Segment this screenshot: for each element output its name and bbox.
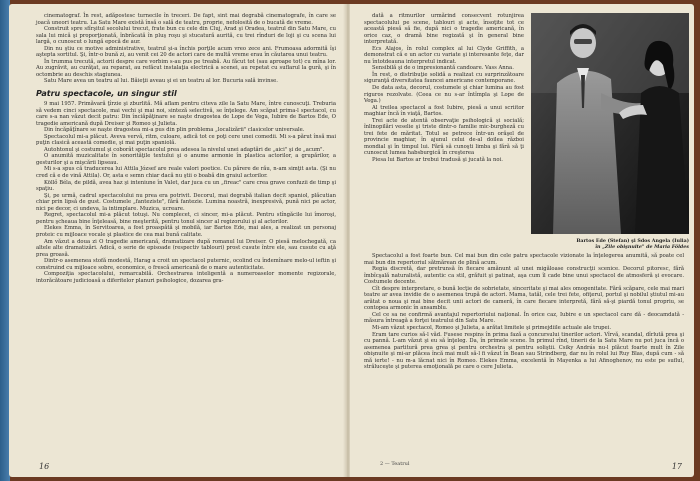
- paragraph: Regia discretă, dar pretrunsă în fiecare amănunt al unei migăloase construcţii scenice. Decorul pitoresc, fără îmbîcşală naturalistă, autentic ca stil, grăfuit şi patinat, aşa cum îl cade bine unui spectacol de atmosferă şi evocare. Costumele decente.: [364, 266, 684, 286]
- paragraph: Am văzut a doua zi O tragedie americană, dramatizare după romanul lui Dreiser. O piesă melochegată, ca altele alte dramatizări. Adică, o serie de episoade (respectiv tablouri) prost cusute între ele, sau cusute cu aţă prea groasă.: [36, 238, 336, 258]
- right-wide-column: [364, 253, 684, 371]
- paragraph: Sensibilă şi de o impresionantă candoare. Vass Anna.: [372, 65, 514, 72]
- paragraph: Şi, pe urmă, cadrul spectacolului nu prea era potrivit. Decorul, mai degrabă italian decit spaniol, plăcutian chiar prin lipsă de gust. Costumele „fanteziste", fără fantezie. Lumina noastră, inexpresivă, pună nici pe actor, nici pe decor, ci undeva, la intimplare. Muzica, ucreare.: [36, 192, 336, 212]
- paragraph: Construit spre sfîrşitul secolului trecut, frate bun cu cele din Cluj, Arad şi Oradea, teatrul din Satu Mare, cu sala lui mică şi proporţionată, înbrăcată în pluş roşu şi stucatură aurită, cu trei rînduri de loji şi cu scena lui largă, o cunoscut o lungă epocă de aur.: [36, 26, 336, 46]
- paragraph: Spectacolul a fost foarte bun. Cel mai bun din cele patru spectacole vizionate la înţelegerea anumită, să poate cel mai bun din repertoriul sătmărean de plină acum.: [364, 253, 684, 266]
- caption-line-2: în „Zile obişnuite" de Maria Földes: [595, 244, 689, 250]
- left-bottom-paragraphs: [36, 101, 336, 284]
- paragraph: Din încăpăţînare se naşte dragostea mi-a pus din plin problema „localizării" clasicelor universale.: [44, 127, 305, 134]
- paragraph: Al treilea spectacol a fost Iubire, piesă a unui scriitor maghiar încă în viaţă, Bartos.: [364, 104, 524, 118]
- left-text-column: [36, 13, 336, 284]
- caption-line-1: Bartos Ede (Stefan) şi Sdos Angela (Iulia): [576, 238, 689, 244]
- paragraph: Din nu ştiu ce motive administrative, teatrul şi-a închis porţile acum vreo zece ani. Frumoasa adormită îşi aştepta sortitul. Şi, într-o bună zi, au venit cei 20 de actori care de multă vreme erau în căutarea unui teatru.: [36, 45, 336, 59]
- paragraph: Compoziţia spectacolului, remarcabilă. Orchestrarea inteligentă a numeroaselor momente regizorale, intorăcătoare judicioasă a diferitelor planuri psihologice, dozarea gra-: [36, 271, 336, 284]
- paragraph: Satu Mare avea un teatru al lui. Băieţii aveau şi ei un teatru al lor. Bucuria sală invinse.: [44, 78, 278, 85]
- page-footer: 2 — Teatrul: [380, 461, 410, 467]
- paragraph: Autohtonul şi costumul şi coborât spectacolul prea adesea la nivelul unei adaptări de „aici" şi de „acum".: [44, 146, 325, 153]
- photo-caption: [531, 238, 689, 250]
- paragraph: Spectacolul mi-a plăcut. Aveva vervă, ritm, culoare, adică tot ce poţi cere unei comedii. Mi s-a părut însă mai puţin clasică această comedie, şi mai puţin spaniolă.: [36, 133, 336, 147]
- paragraph: Mi-am văzut spectacol, Romeo şi Julieta, a arătat limitele şi primejdiile actuale ale trupei.: [372, 325, 611, 332]
- paragraph: Regret, spectacolul mi-a plăcut totuşi. Nu complecet, ci sincer, mi-a plăcut. Pentru stîngăcile lui îmoroşi, pentru şcheaua bine înţeleasă, bine meşterită, pentru tonul sincer al regizorului şi al actorilor.: [36, 212, 336, 225]
- paragraph: Piesa lui Bartos ar trebui tradusă şi jucată la noi.: [372, 157, 503, 164]
- paragraph: În trumma trecută, actorii despre care vorbim s-au pus pe treabă. Au făcut tot (sau aproape tot) cu mîna lor. Au zugrăvit, au curăţat, au reparat, au refăcut instalaţia electrică a scenei, au repetat cu suflarul la gură, şi în octombrie au deschis stagiunea.: [36, 58, 336, 78]
- paragraph: Mi s-a spus că traducerea lui Attila József are reale valori poetice. Cu părere de rău, n-am simţit asta. (Şi nu cred că e de vină Attila). Or, asta e semn chiar dacă nu ştii o boabă din graiul actorilor.: [36, 166, 336, 180]
- paragraph: De data asta, decorul, costumele şi chiar lumina au fost riguros rezolvate. (Ceea ce nu s-ar întîmpla şi Lope de Vega.): [364, 85, 524, 105]
- section-heading: Patru spectacole, un singur stil: [36, 89, 177, 99]
- left-page: [9, 4, 346, 477]
- page-number-left: 16: [39, 462, 50, 471]
- paragraph: cinematograf. În rest, adăpostesc turnecile în treceri. De fapt, sint mai degrabă cinematografe, în care se joacă uneori teatru. La Satu Mare există însă o sală de teatru, proprie, nefolosită de o bucată de vreme.: [36, 13, 336, 26]
- paragraph: 9 mai 1957. Primăvară ţîrzie şi zburlită. Mă aflam pentru citeva zile la Satu Mare, între cunoscuţi. Treburia să vedem cinci spectacole, mai vechi şi mai noi, sinteză selectivă, se înţelege. Am scăpat prima-l spectacol, cu care s-a nan văzut decit patru: Din înciăpăţinare se naşte dragostea de Lope de Vega, Iubire de Bartos Ede, O tragedie americană după Dreiser şi Romeo şi Julieta.: [36, 101, 336, 127]
- production-photo: [531, 13, 689, 234]
- paragraph: Elekes Emma, în Servitoarea, a fost proaspătă şi mobilă, iar Bartos Ede, mai ales, a realizat un personaj proteic cu mijloace vocale şi plastice de cea mai bună calitate.: [36, 225, 336, 238]
- paragraph: Köllő Béla, de pildă, avea haz şi inteniune în Valet, dar juca cu un „fireac" care crea grave confuzii de timp şi spaţiu.: [36, 179, 336, 193]
- right-narrow-column: [364, 13, 524, 164]
- paragraph: Ecs Alajos, în rolul complex al lui Clyde Griffith, a demonstrat că e un actor cu variate şi interesante feţe, dar nu întotdeauna interpretul indicat.: [364, 45, 524, 65]
- paragraph: Trei acte de atentă observaţie psihologică şi socială; înlinopilări veselie şi triste dintr-o familie mic-burgheză cu trei fete de măritat. Totul se petrece într-un orăşel de provincie maghiar, în ajunul celui de-al doilea război mondial şi în timpul lui. Fără să cunoşti limba şi fără să ţi cunoscut lumea habsburgică în creşterea: [364, 117, 524, 157]
- paragraph: Cel ce sa ne confirmă avantajul repertoriului naţional. În orice caz, Iubire e un spectacol care dă - deocamdată - măsura întreagă a forţei teatrului din Satu Mare.: [364, 311, 684, 325]
- paragraph: Cît despre interpretare, o bună lecţie de sobrietate, sinceritate şi mai ales omogenitate. Fără scăpare, cele mai mari teatre ar avea invidie de o asemenea trupă de actori. Mama, tatăl, cele trei fete, ofiţerul, portul şi nobilul ştiutul mi-au arătat o noua şi mai bine decit unii actori de cameră, în care fiecare interpretă, fără să-şi piardă tonul propriu, se contopea armonic în ansamblu.: [364, 285, 684, 312]
- left-top-paragraphs: [36, 13, 336, 85]
- paragraph: Eram tare curios să-l văd. Fusese respins în prima fază a concursului tinerilor actori. Vîrvă, scandal, dîrlută prea şi cu pannă. L-am văzut şi eu să înţeleg. Da, în primele scene. În primul rînd, tinerii de la Satu Mare nu pot juca încă o asemenea partitură prea grea şi pentru orchestra şi pentru soliştii. Csiky András nu-l plăcut foarte mult în Zile obişnuite şi mi-ar plăcea încă mai mult să-l fi văzut în Bean sau Strindberg, dar nu în rolul lui Ruy Blas, după cum - să mă ierte! - nu m-a lăcnat nici în Romeo. Elekes Emma, excelentă în Mayenka a lui Afinoghenov, nu este pe suflul, străluceşte şi puterea emoţională pe care o cere Julieta.: [364, 331, 684, 371]
- right-wide-paragraphs: [364, 253, 684, 371]
- paragraph: În rest, o distribuţie solidă a realizat cu surprinzătoare siguranţă diversitatea fauncei americane contemporane.: [364, 71, 524, 85]
- paragraph: O anumită muzicalitate în sonorităţile textului şi o anume armonie în plastica actorilor, a grupărilor, a gesturilor şi a mişcării lipseau.: [36, 153, 336, 166]
- paragraph: Dintr-o asemenea stofă modestă, Harag a croit un spectacol puternic, ocolind cu îndemînare melo-ul ieftin şi construind cu mijloace sobre, economice, o frescă americană de o mare autenticitate.: [36, 258, 336, 271]
- paragraph: dată a ritmurilor urmărind consecvent rotunjirea spectacolului pe scene, tablouri şi acte, însoţite tot ce această piesă să fie, după nici o tragedie americană, în orice caz, o dramă bine regizată şi în general bine interpretată.: [364, 13, 524, 46]
- page-number-right: 17: [671, 462, 682, 471]
- right-narrow-paragraphs: [364, 13, 524, 164]
- right-page: [350, 4, 694, 477]
